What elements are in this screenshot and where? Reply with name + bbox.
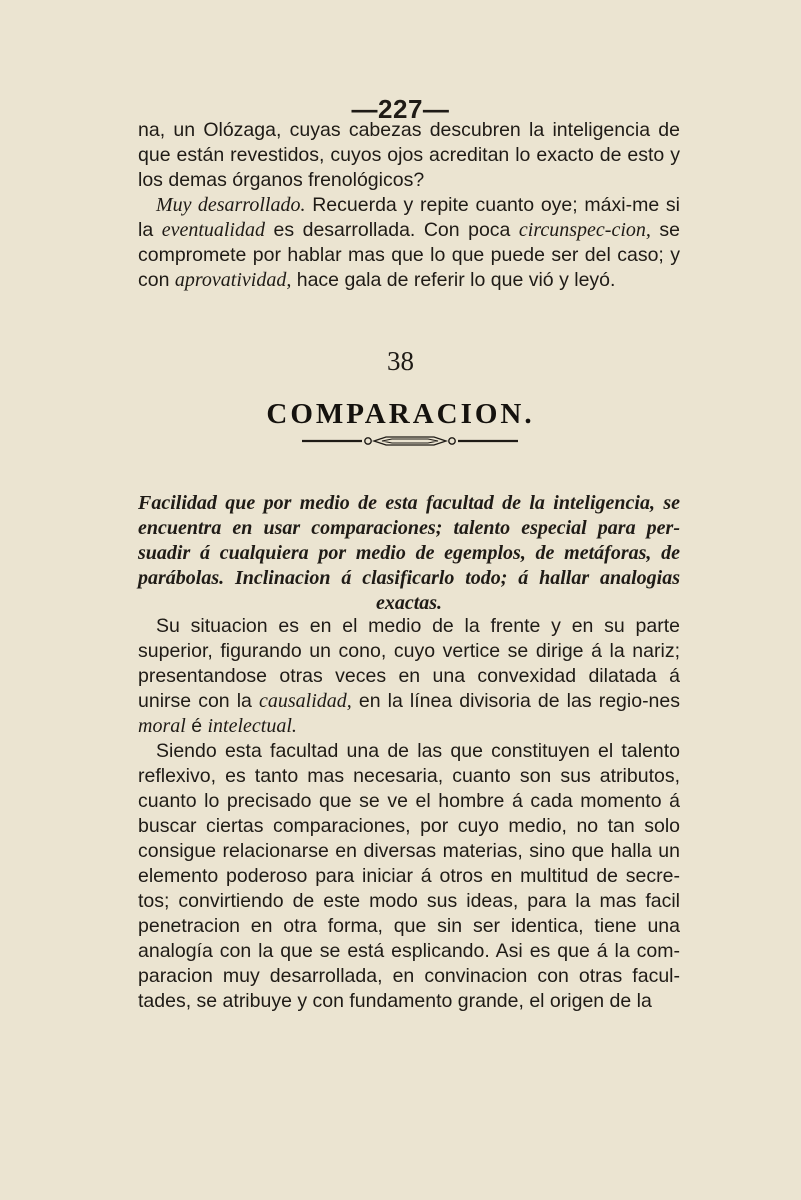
body-text-run: en la línea divisoria de las regio-nes: [351, 690, 680, 712]
body-text-run: Su situacion es en el medio de la frente y en su parte superior, figurando un cono, cuyo vertice se dirige á la nariz; presentandose otras veces en una convexidad dilatada á unirse con la: [138, 615, 680, 712]
intro-paragraph-1: na, un Olózaga, cuyas cabezas descubren la inteligencia de que están revestidos, cuyos ojos acreditan lo exacto de esto y los demas órganos frenológicos?: [138, 119, 680, 191]
body-text: [138, 614, 680, 1014]
intro-italic-term: circunspec-cion,: [518, 219, 651, 241]
body-italic-term: moral: [138, 715, 186, 737]
intro-text-run: hace gala de referir lo que vió y leyó.: [291, 269, 616, 291]
intro-text-run: se compromete por hablar mas que lo que puede ser del caso; y con: [138, 219, 680, 291]
body-paragraph-2: Siendo esta facultad una de las que constituyen el talento reflexivo, es tanto mas necesaria, cuanto son sus atributos, cuanto lo precisado que se ve el hombre á cada momento á buscar ciertas comparaciones, por cuyo medio, no tan solo consigue relacionarse en diversas materias, sino que halla un elemento poderoso para iniciar á otros en multitud de secre-tos; convirtiendo de este modo sus ideas, para la mas facil penetracion en otra forma, que sin ser identica, tiene una analogía con la que se está esplicando. Asi es que á la com-paracion muy desarrollada, en convinacion con otras facul-tades, se atribuye y con fundamento grande, el origen de la: [138, 740, 680, 1012]
intro-text-run: es desarrollada. Con poca: [265, 219, 519, 241]
intro-heading-phrase: Muy desarrollado.: [156, 194, 306, 216]
intro-italic-term: eventualidad: [161, 219, 265, 241]
intro-italic-term: aprovatividad,: [174, 269, 292, 291]
body-paragraph-1: [138, 614, 680, 739]
body-text-run: é: [185, 715, 208, 737]
intro-paragraph-2: [138, 193, 680, 293]
body-italic-term: intelectual.: [207, 715, 297, 737]
page-number: —227—: [351, 94, 450, 124]
section-number: 38: [387, 346, 414, 376]
body-italic-term: causalidad,: [259, 690, 352, 712]
section-definition: Facilidad que por medio de esta facultad de la inteligencia, se encuentra en usar comparaciones; talento especial para per-suadir á cualquiera por medio de egemplos, de metáforas, de parábolas. Inclinacion á clasificarlo todo; á hallar analogias exactas.: [138, 492, 680, 614]
ornament-rule-icon: [302, 434, 518, 448]
intro-text: [138, 118, 680, 293]
section-title: COMPARACION.: [266, 398, 535, 430]
intro-text-run: Recuerda y repite cuanto oye; máxi-me si la: [138, 194, 680, 241]
